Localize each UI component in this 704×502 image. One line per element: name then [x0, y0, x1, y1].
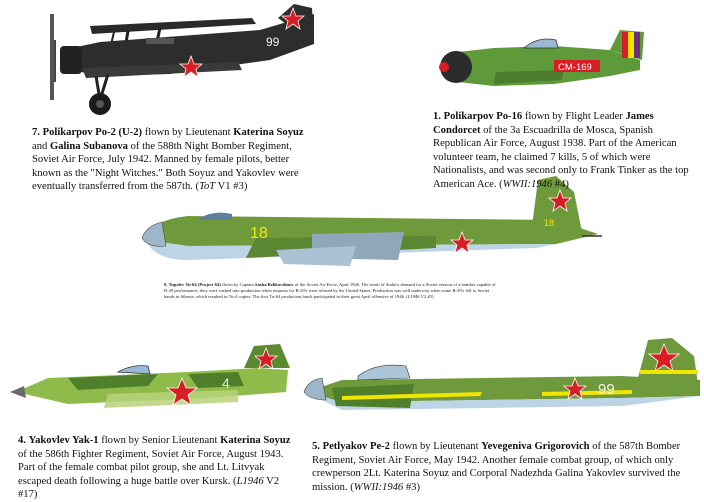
- caption-text: flown by Flight Leader: [522, 111, 626, 122]
- caption-source: L1946: [236, 475, 264, 487]
- caption-tu64: [164, 282, 500, 299]
- aircraft-name: Polikarpov Po-2 (U-2): [42, 127, 143, 138]
- caption-text: flown by Captain: [220, 282, 256, 287]
- caption-po2: [32, 126, 316, 194]
- caption-text: V2 #5): [419, 293, 434, 299]
- pilot-name: Yevegeniva Grigorovich: [481, 441, 590, 452]
- caption-text: #3): [403, 481, 420, 493]
- aircraft-code: 99: [598, 381, 615, 398]
- caption-pe2: [312, 440, 700, 494]
- caption-text: of the 587th Bomber Regiment, Soviet Air Force, May 1942. Another female combat group, of which only crewperson 2Lt. Katerina Soyuz and Corporal Nadezhda Galina Yakovlev survived the mission. (: [312, 441, 681, 493]
- aircraft-name: Yakovlev Yak-1: [28, 435, 99, 446]
- caption-po16: [433, 110, 697, 192]
- caption-yak1: [18, 434, 300, 502]
- pilot-name: Sasha Belikovitinov: [255, 282, 294, 287]
- caption-text: V2 #17): [18, 475, 280, 501]
- caption-source: WWII:1946: [353, 481, 404, 493]
- pilot-name: Galina Subanova: [49, 140, 128, 152]
- aircraft-code: 18: [250, 225, 268, 242]
- aircraft-name: Petlyakov Pe-2: [322, 441, 390, 452]
- caption-number: 1.: [433, 111, 441, 122]
- aircraft-code: 4: [222, 375, 230, 391]
- caption-text: and: [32, 140, 50, 152]
- aircraft-code: 99: [266, 35, 280, 49]
- tail-code: 18: [544, 218, 555, 228]
- caption-text: #4): [552, 178, 569, 190]
- caption-text: of the 586th Fighter Regiment, Soviet Air Force, August 1943. Part of the female combat pilot group, she and Lt. Litvyak escaped death following a huge battle over Kursk. (: [18, 448, 284, 487]
- pe2-bomber-illustration: [302, 336, 704, 422]
- caption-number: 4.: [18, 435, 26, 446]
- yak1-fighter-illustration: [8, 342, 292, 418]
- caption-text: flown by Lieutenant: [142, 127, 234, 138]
- po16-fighter-illustration: [434, 30, 650, 100]
- caption-source: ToT: [199, 181, 216, 193]
- aircraft-name: Polikarpov Po-16: [443, 111, 523, 122]
- caption-source: WWII:1946: [502, 178, 553, 190]
- caption-text: V1 #3): [215, 181, 248, 193]
- caption-source: L1946: [407, 293, 420, 299]
- pilot-name: James Condorcet: [433, 111, 654, 136]
- caption-text: of the Soviet Air Force, April 1946. The result of Stalin's demand for a Soviet version of a bomber capable of B-29 performance, they were rushed into production when requests for B-29's were refused by the United States. Production was well underway when some B-29's fell to Soviet hands in Siberia, which resulted in Tu-4 copies. The first Tu-64 production batch participated in their great April offensive of 1946. (: [164, 282, 496, 299]
- caption-number: 9.: [164, 282, 168, 287]
- caption-number: 5.: [312, 441, 320, 452]
- caption-text: flown by Senior Lieutenant: [98, 435, 221, 446]
- pilot-name: Katerina Soyuz: [233, 127, 304, 138]
- aircraft-name: Tupolev Tu-64 (Project 64): [168, 282, 221, 287]
- aircraft-code: CM-169: [558, 62, 592, 73]
- pilot-name: Katerina Soyuz: [220, 435, 291, 446]
- caption-number: 7.: [32, 127, 40, 138]
- caption-text: of the 588th Night Bomber Regiment, Soviet Air Force, July 1942. Manned by female pilots, better known as the "Night Witches." Both Soyuz and Yakovlev were eventually transferred from the 587th. (: [32, 140, 299, 193]
- po2-biplane-illustration: [20, 4, 320, 120]
- caption-text: of the 3a Escuadrilla de Mosca, Spanish Republican Air Force, August 1938. Part of the American volunteer team, he claimed 7 kills, 5 of which were Nationalists, and was second only to Frank Tinker as the top American Ace. (: [433, 124, 689, 190]
- caption-text: flown by Lieutenant: [389, 441, 482, 452]
